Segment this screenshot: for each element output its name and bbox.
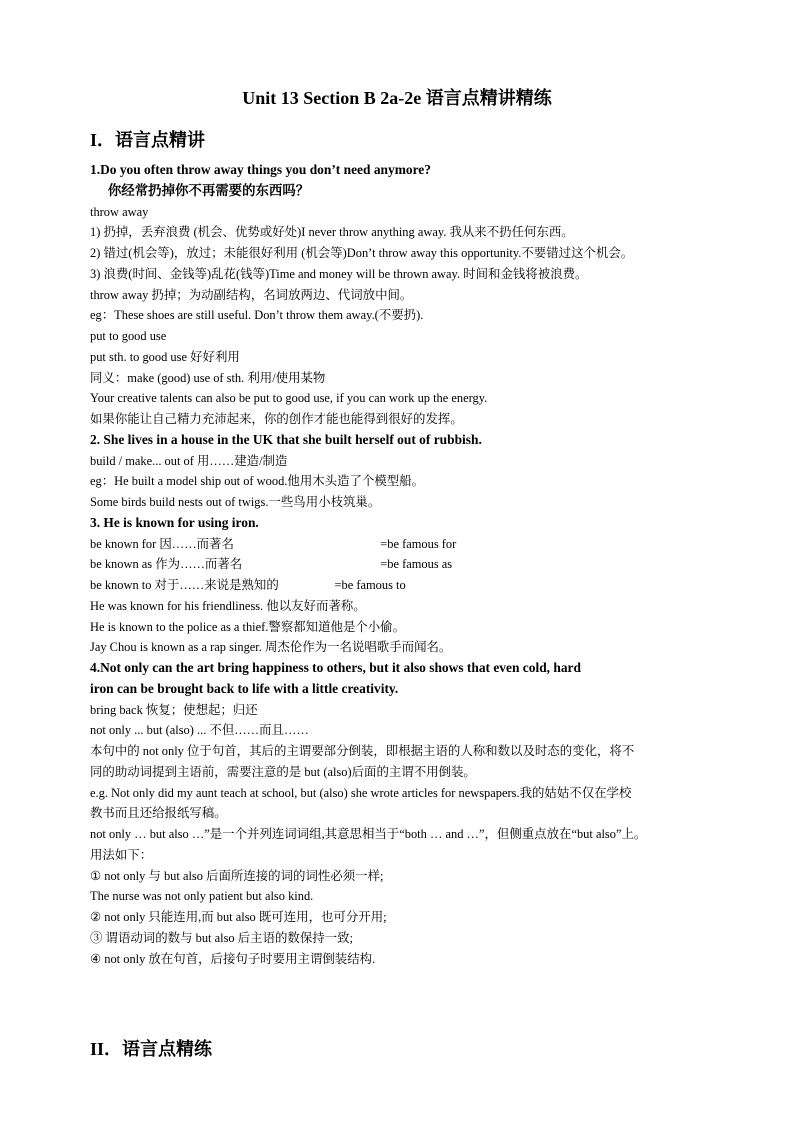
phrase-meaning: build / make... out of 用……建造/制造: [90, 453, 288, 468]
section-heading-practice: II．语言点精练: [90, 1039, 213, 1059]
synonym-line: 同义：make (good) use of sth. 利用/使用某物: [90, 370, 326, 385]
page-title: Unit 13 Section B 2a-2e 语言点精讲精练: [242, 88, 552, 108]
meaning-line: 2) 错过(机会等)，放过；未能很好利用 (机会等)Don’t throw away this opportunity.不要错过这个机会。: [90, 246, 634, 260]
example-line: Your creative talents can also be put to good use, if you can work up the energy.: [90, 391, 488, 406]
example-line: The nurse was not only patient but also kind.: [90, 889, 314, 904]
example-line: He is known to the police as a thief.警察都知道他是个小偷。: [90, 619, 406, 634]
section-heading-explanation: I．语言点精讲: [90, 130, 206, 150]
point-4-sentence-continued: iron can be brought back to life with a little creativity.: [90, 680, 399, 696]
usage-rule: ① not only 与 but also 后面所连接的词的词性必须一样;: [90, 868, 384, 883]
phrase-meaning: bring back 恢复；使想起；归还: [90, 702, 258, 717]
grammar-note: 同的助动词提到主语前，需要注意的是 but (also)后面的主谓不用倒装。: [90, 764, 476, 779]
point-4-sentence: 4.Not only can the art bring happiness to others, but it also shows that even cold, hard: [90, 660, 581, 675]
point-1-sentence: 1.Do you often throw away things you don’t need anymore?: [90, 162, 431, 177]
example-line: Some birds build nests out of twigs.一些鸟用小枝筑巢。: [90, 495, 381, 509]
usage-rule: ② not only 只能连用,而 but also 既可连用，也可分开用;: [90, 910, 387, 924]
usage-rule: ③ 谓语动词的数与 but also 后主语的数保持一致;: [90, 930, 354, 945]
explanation-body: [90, 160, 710, 969]
phrase-meaning: be known for 因……而著名: [90, 536, 234, 551]
phrase-meaning: be known as 作为……而著名: [90, 557, 243, 572]
meaning-line: 3) 浪费(时间、金钱等)乱花(钱等)Time and money will be thrown away. 时间和金钱将被浪费。: [90, 266, 588, 281]
phrase-meaning: put sth. to good use 好好利用: [90, 349, 240, 364]
usage-rule: ④ not only 放在句首，后接句子时要用主谓倒装结构.: [90, 951, 376, 966]
phrase-comparison-row: [90, 575, 706, 596]
grammar-note: 本句中的 not only 位于句首，其后的主谓要部分倒装，即根据主语的人称和数以及时态的变化，将不: [90, 744, 635, 758]
usage-note: throw away 扔掉；为动副结构，名词放两边、代词放中间。: [90, 287, 413, 302]
phrase-equivalent: =be famous for: [380, 536, 457, 551]
phrase-equivalent: =be famous as: [380, 557, 453, 572]
phrase-comparison-row: [90, 554, 706, 575]
phrase-heading: put to good use: [90, 329, 167, 343]
point-3-sentence: 3. He is known for using iron.: [90, 514, 259, 530]
example-line: eg：He built a model ship out of wood.他用木头造了个模型船。: [90, 474, 425, 489]
usage-heading: 用法如下：: [90, 847, 153, 862]
phrase-equivalent: =be famous to: [334, 578, 406, 592]
point-2-sentence: 2. She lives in a house in the UK that she built herself out of rubbish.: [90, 431, 482, 447]
example-line: eg：These shoes are still useful. Don’t throw them away.(不要扔).: [90, 308, 424, 323]
example-line: Jay Chou is known as a rap singer. 周杰伦作为一名说唱歌手而闻名。: [90, 640, 452, 655]
phrase-comparison-row: [90, 534, 706, 555]
phrase-heading: throw away: [90, 204, 149, 219]
point-1-translation: 你经常扔掉你不再需要的东西吗？: [107, 182, 310, 198]
example-line: e.g. Not only did my aunt teach at school, but (also) she wrote articles for newspapers.我的姑姑不仅在学校: [90, 785, 632, 800]
example-translation: 教书而且还给报纸写稿。: [90, 806, 227, 821]
phrase-meaning: not only ... but (also) ... 不但……而且……: [90, 723, 309, 738]
example-line: He was known for his friendliness. 他以友好而著称。: [90, 598, 366, 613]
meaning-line: 1) 扔掉，丢弃浪费 (机会、优势或好处)I never throw anything away. 我从来不扔任何东西。: [90, 225, 574, 240]
example-translation: 如果你能让自己精力充沛起来，你的创作才能也能得到很好的发挥。: [90, 412, 463, 426]
phrase-meaning: be known to 对于……来说是熟知的: [90, 578, 279, 592]
grammar-note: not only … but also …”是一个并列连词词组,其意思相当于“both … and …”，但侧重点放在“but also”上。: [90, 827, 647, 841]
